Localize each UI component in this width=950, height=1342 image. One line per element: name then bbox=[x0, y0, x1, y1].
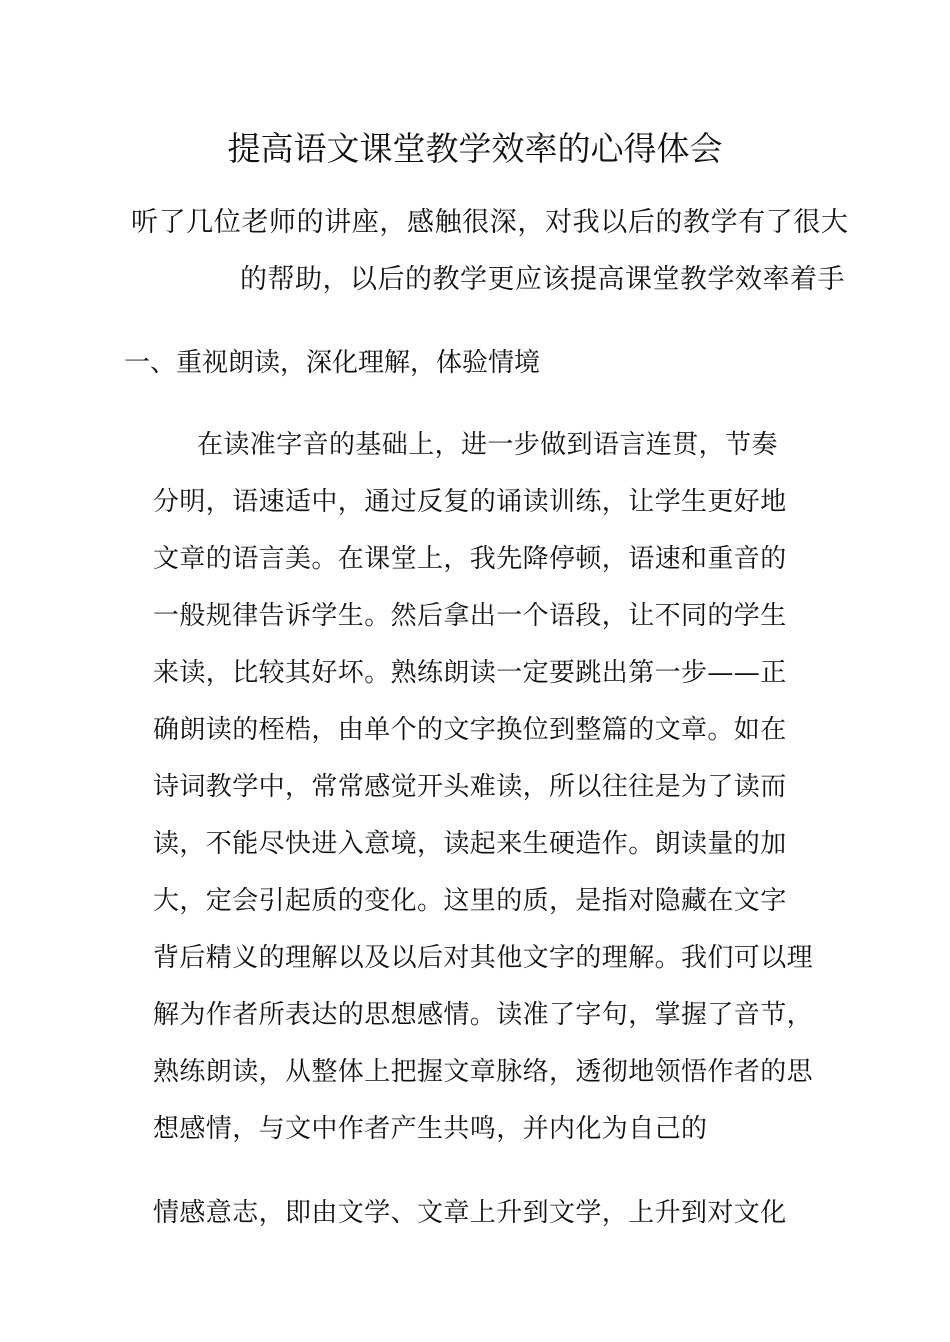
section-heading: 一、重视朗读，深化理解，体验情境 bbox=[124, 348, 541, 378]
paragraph-line: 在读准字音的基础上，进一步做到语言连贯，节奏 bbox=[197, 430, 778, 460]
paragraph-line: 一般规律告诉学生。然后拿出一个语段，让不同的学生 bbox=[153, 601, 787, 631]
document-title: 提高语文课堂教学效率的心得体会 bbox=[227, 129, 723, 168]
paragraph-line: 熟练朗读，从整体上把握文章脉络，透彻地领悟作者的思 bbox=[153, 1057, 814, 1087]
intro-line-1: 听了几位老师的讲座，感触很深，对我以后的教学有了很大 bbox=[131, 207, 849, 238]
paragraph-line: 来读，比较其好坏。熟练朗读一定要跳出第一步——正 bbox=[153, 658, 787, 688]
paragraph-line: 想感情，与文中作者产生共鸣，并内化为自己的 bbox=[153, 1114, 708, 1144]
paragraph-line: 确朗读的桎梏，由单个的文字换位到整篇的文章。如在 bbox=[153, 715, 787, 745]
paragraph-line: 文章的语言美。在课堂上，我先降停顿，语速和重音的 bbox=[153, 544, 787, 574]
paragraph-line: 背后精义的理解以及以后对其他文字的理解。我们可以理 bbox=[153, 943, 814, 973]
paragraph-line: 诗词教学中，常常感觉开头难读，所以往往是为了读而 bbox=[153, 772, 787, 802]
paragraph-line: 分明，语速适中，通过反复的诵读训练，让学生更好地 bbox=[153, 487, 787, 517]
continuation-line: 情感意志，即由文学、文章上升到文学，上升到对文化 bbox=[153, 1198, 787, 1228]
paragraph-line: 大，定会引起质的变化。这里的质，是指对隐藏在文字 bbox=[153, 886, 787, 916]
paragraph-line: 读，不能尽快进入意境，读起来生硬造作。朗读量的加 bbox=[153, 829, 787, 859]
intro-line-2: 的帮助，以后的教学更应该提高课堂教学效率着手 bbox=[240, 264, 845, 295]
paragraph-line: 解为作者所表达的思想感情。读准了字句，掌握了音节， bbox=[153, 1000, 814, 1030]
